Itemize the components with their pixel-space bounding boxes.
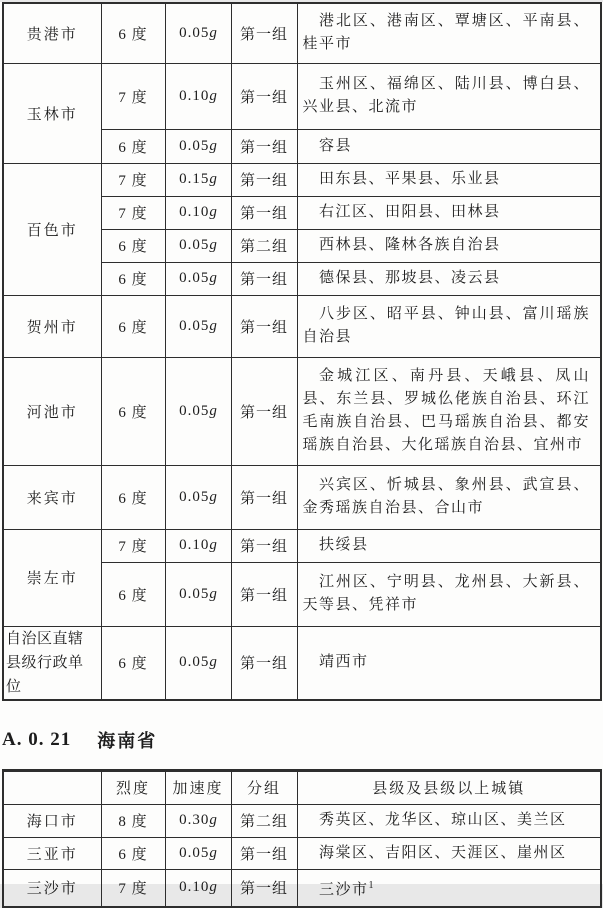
- city-cell: 自治区直辖县级行政单位: [3, 626, 101, 700]
- intensity-cell: 6 度: [101, 465, 165, 529]
- intensity-cell: 6 度: [101, 129, 165, 163]
- acceleration-value: 0.05: [179, 654, 210, 670]
- g-unit: g: [209, 137, 217, 154]
- intensity-cell: 6 度: [101, 295, 165, 357]
- city-cell: 贵港市: [3, 3, 101, 63]
- intensity-cell: 7 度: [101, 869, 165, 907]
- acceleration-value: 0.10: [179, 879, 210, 895]
- intensity-cell: 6 度: [101, 3, 165, 63]
- acceleration-value: 0.05: [179, 844, 210, 861]
- acceleration-value: 0.10: [179, 537, 210, 553]
- intensity-cell: 6 度: [101, 262, 165, 295]
- towns-cell: 扶绥县: [297, 529, 601, 562]
- group-cell: 第一组: [231, 465, 297, 529]
- city-cell: 百色市: [3, 163, 101, 295]
- city-header-cell: [3, 770, 101, 804]
- g-unit: g: [209, 270, 217, 286]
- acceleration-value: 0.10: [179, 204, 210, 220]
- group-cell: 第一组: [231, 529, 297, 562]
- g-unit: g: [209, 537, 217, 553]
- table-header-row: [3, 770, 601, 804]
- intensity-cell: 6 度: [101, 626, 165, 700]
- towns-cell: 八步区、昭平县、钟山县、富川瑶族自治县: [297, 295, 601, 357]
- city-cell: 来宾市: [3, 465, 101, 529]
- intensity-header-cell: 烈度: [101, 770, 165, 804]
- group-header-cell: 分组: [231, 770, 297, 804]
- section-title: 海南省: [97, 730, 158, 751]
- towns-cell: 西林县、隆林各族自治县: [297, 229, 601, 262]
- city-cell: 海口市: [3, 804, 101, 837]
- towns-header-cell: 县级及县级以上城镇: [297, 770, 601, 804]
- towns-cell: 港北区、港南区、覃塘区、平南县、桂平市: [297, 3, 601, 63]
- towns-cell: 田东县、平果县、乐业县: [297, 163, 601, 196]
- table-row: [3, 163, 601, 196]
- group-cell: 第一组: [231, 626, 297, 700]
- group-cell: 第一组: [231, 163, 297, 196]
- acceleration-value: 0.05: [179, 237, 210, 253]
- acceleration-cell: [165, 3, 231, 63]
- intensity-cell: 7 度: [101, 63, 165, 129]
- towns-cell: 右江区、田阳县、田林县: [297, 196, 601, 229]
- table-row: [3, 869, 601, 907]
- intensity-cell: 8 度: [101, 804, 165, 837]
- city-cell: 三沙市: [3, 869, 101, 907]
- g-unit: g: [209, 844, 217, 861]
- acceleration-value: 0.05: [179, 137, 210, 154]
- hainan-seismic-table: [2, 769, 602, 908]
- table-row: [3, 3, 601, 63]
- table-row: [3, 529, 601, 562]
- acceleration-cell: [165, 63, 231, 129]
- g-unit: g: [209, 87, 217, 104]
- document-page: [0, 2, 603, 898]
- group-cell: 第一组: [231, 357, 297, 465]
- group-cell: 第一组: [231, 562, 297, 626]
- footnote-marker: 1: [368, 879, 374, 891]
- intensity-cell: 7 度: [101, 529, 165, 562]
- group-cell: 第一组: [231, 837, 297, 869]
- table-row: [3, 63, 601, 129]
- acceleration-value: 0.05: [179, 488, 210, 505]
- intensity-cell: 6 度: [101, 562, 165, 626]
- group-cell: 第二组: [231, 804, 297, 837]
- towns-text: 三沙市: [319, 881, 369, 898]
- acceleration-cell: [165, 196, 231, 229]
- intensity-cell: 6 度: [101, 837, 165, 869]
- acceleration-value: 0.30: [179, 812, 210, 828]
- acceleration-cell: [165, 626, 231, 700]
- group-cell: 第一组: [231, 869, 297, 907]
- towns-cell: 德保县、那坡县、凌云县: [297, 262, 601, 295]
- acceleration-value: 0.05: [179, 270, 210, 286]
- section-heading: [2, 723, 603, 757]
- city-cell: 贺州市: [3, 295, 101, 357]
- acceleration-cell: [165, 262, 231, 295]
- g-unit: g: [209, 317, 217, 334]
- g-unit: g: [209, 171, 217, 187]
- acceleration-header-cell: 加速度: [165, 770, 231, 804]
- intensity-cell: 7 度: [101, 163, 165, 196]
- group-cell: 第一组: [231, 295, 297, 357]
- acceleration-value: 0.05: [179, 402, 210, 419]
- table-row: [3, 626, 601, 700]
- acceleration-cell: [165, 837, 231, 869]
- towns-cell: 江州区、宁明县、龙州县、大新县、天等县、凭祥市: [297, 562, 601, 626]
- acceleration-cell: [165, 129, 231, 163]
- city-cell: 三亚市: [3, 837, 101, 869]
- city-cell: 玉林市: [3, 63, 101, 163]
- group-cell: 第一组: [231, 63, 297, 129]
- towns-cell: [297, 869, 601, 907]
- group-cell: 第二组: [231, 229, 297, 262]
- table-row: [3, 465, 601, 529]
- intensity-cell: 7 度: [101, 196, 165, 229]
- g-unit: g: [209, 402, 217, 419]
- acceleration-cell: [165, 295, 231, 357]
- table-row: [3, 295, 601, 357]
- acceleration-value: 0.05: [179, 585, 210, 602]
- guangxi-seismic-table: [2, 2, 602, 701]
- towns-cell: 金城江区、南丹县、天峨县、凤山县、东兰县、罗城仫佬族自治县、环江毛南族自治县、巴马瑶族自治县、都安瑶族自治县、大化瑶族自治县、宜州市: [297, 357, 601, 465]
- acceleration-value: 0.10: [179, 87, 210, 104]
- g-unit: g: [209, 812, 217, 828]
- acceleration-value: 0.05: [179, 317, 210, 334]
- acceleration-cell: [165, 229, 231, 262]
- table-row: [3, 804, 601, 837]
- group-cell: 第一组: [231, 196, 297, 229]
- acceleration-value: 0.05: [179, 24, 210, 41]
- acceleration-cell: [165, 163, 231, 196]
- g-unit: g: [209, 204, 217, 220]
- acceleration-cell: [165, 529, 231, 562]
- acceleration-cell: [165, 869, 231, 907]
- g-unit: g: [209, 237, 217, 253]
- acceleration-cell: [165, 804, 231, 837]
- table-row: [3, 357, 601, 465]
- towns-cell: 兴宾区、忻城县、象州县、武宣县、金秀瑶族自治县、合山市: [297, 465, 601, 529]
- section-number: A. 0. 21: [2, 728, 72, 750]
- acceleration-cell: [165, 562, 231, 626]
- acceleration-cell: [165, 465, 231, 529]
- acceleration-value: 0.15: [179, 171, 210, 187]
- intensity-cell: 6 度: [101, 229, 165, 262]
- group-cell: 第一组: [231, 129, 297, 163]
- towns-cell: 海棠区、吉阳区、天涯区、崖州区: [297, 837, 601, 869]
- g-unit: g: [209, 654, 217, 670]
- intensity-cell: 6 度: [101, 357, 165, 465]
- g-unit: g: [209, 24, 217, 41]
- g-unit: g: [209, 585, 217, 602]
- city-cell: 河池市: [3, 357, 101, 465]
- towns-cell: 玉州区、福绵区、陆川县、博白县、兴业县、北流市: [297, 63, 601, 129]
- group-cell: 第一组: [231, 262, 297, 295]
- group-cell: 第一组: [231, 3, 297, 63]
- towns-cell: 容县: [297, 129, 601, 163]
- towns-cell: 秀英区、龙华区、琼山区、美兰区: [297, 804, 601, 837]
- towns-cell: 靖西市: [297, 626, 601, 700]
- table-row: [3, 837, 601, 869]
- acceleration-cell: [165, 357, 231, 465]
- city-cell: 崇左市: [3, 529, 101, 626]
- g-unit: g: [209, 488, 217, 505]
- g-unit: g: [209, 879, 217, 895]
